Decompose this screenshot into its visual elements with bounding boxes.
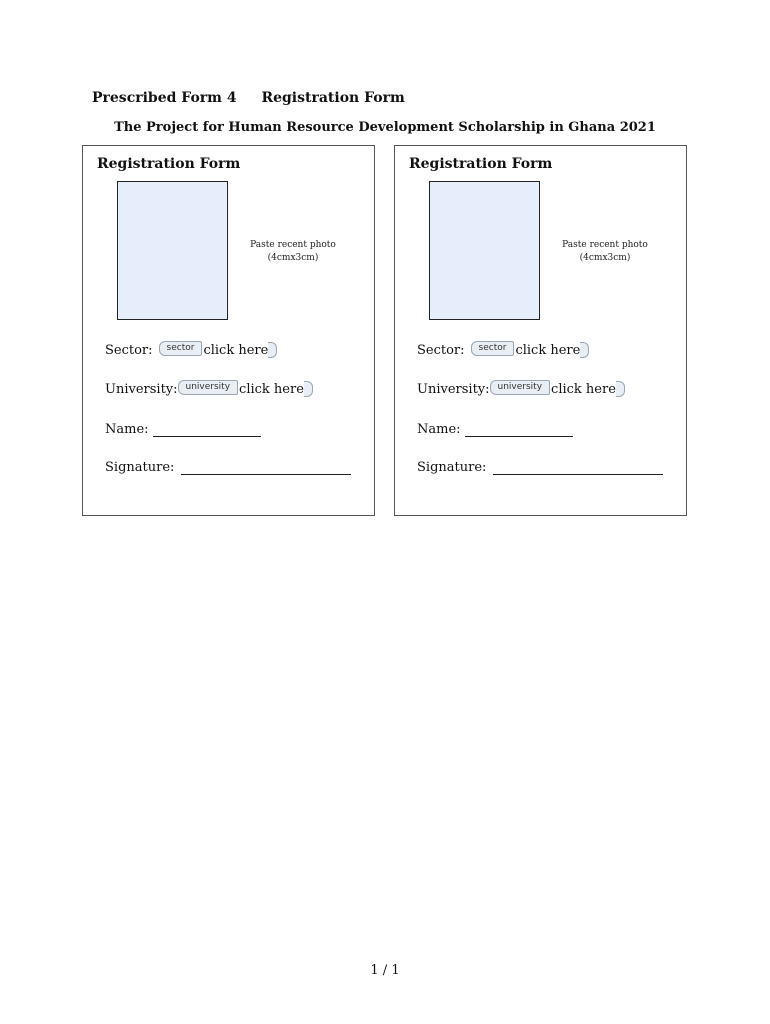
- page-number: 1 / 1: [370, 963, 400, 978]
- name-field[interactable]: [153, 423, 261, 437]
- university-field[interactable]: click here: [239, 381, 304, 397]
- page-header: [92, 90, 405, 106]
- photo-placeholder[interactable]: [429, 181, 540, 320]
- registration-card-right: [394, 145, 687, 516]
- card-title: Registration Form: [409, 156, 553, 172]
- sector-field-end-tag[interactable]: [580, 342, 589, 358]
- university-field-end-tag[interactable]: [616, 381, 625, 397]
- form-number: Prescribed Form 4: [92, 90, 237, 106]
- registration-card-left: [82, 145, 375, 516]
- university-field-end-tag[interactable]: [304, 381, 313, 397]
- signature-field[interactable]: [493, 461, 663, 475]
- form-label: Registration Form: [261, 90, 405, 106]
- sector-field[interactable]: click here: [515, 342, 581, 358]
- photo-hint: [555, 239, 655, 265]
- photo-placeholder[interactable]: [117, 181, 228, 320]
- sector-label: Sector:: [417, 342, 465, 358]
- sector-field[interactable]: click here: [203, 342, 269, 358]
- sector-row: [105, 342, 277, 358]
- signature-row: [417, 460, 663, 475]
- sector-field-end-tag[interactable]: [268, 342, 277, 358]
- university-label: University:: [417, 381, 490, 397]
- name-row: [105, 422, 261, 437]
- name-label: Name:: [417, 422, 461, 437]
- photo-hint-line2: (4cmx3cm): [267, 253, 319, 263]
- signature-row: [105, 460, 351, 475]
- signature-label: Signature:: [417, 460, 487, 475]
- sector-label: Sector:: [105, 342, 153, 358]
- photo-hint-line1: Paste recent photo: [250, 240, 336, 250]
- photo-hint-line1: Paste recent photo: [562, 240, 648, 250]
- sector-field-tag[interactable]: sector: [471, 341, 515, 356]
- university-label: University:: [105, 381, 178, 397]
- photo-hint-line2: (4cmx3cm): [579, 253, 631, 263]
- name-row: [417, 422, 573, 437]
- university-field-tag[interactable]: university: [178, 380, 239, 395]
- university-field-tag[interactable]: university: [490, 380, 551, 395]
- name-field[interactable]: [465, 423, 573, 437]
- signature-field[interactable]: [181, 461, 351, 475]
- university-row: [105, 381, 313, 397]
- sector-row: [417, 342, 589, 358]
- page-subtitle: The Project for Human Resource Development Scholarship in Ghana 2021: [114, 120, 656, 135]
- university-field[interactable]: click here: [551, 381, 616, 397]
- signature-label: Signature:: [105, 460, 175, 475]
- name-label: Name:: [105, 422, 149, 437]
- sector-field-tag[interactable]: sector: [159, 341, 203, 356]
- university-row: [417, 381, 625, 397]
- card-title: Registration Form: [97, 156, 241, 172]
- photo-hint: [243, 239, 343, 265]
